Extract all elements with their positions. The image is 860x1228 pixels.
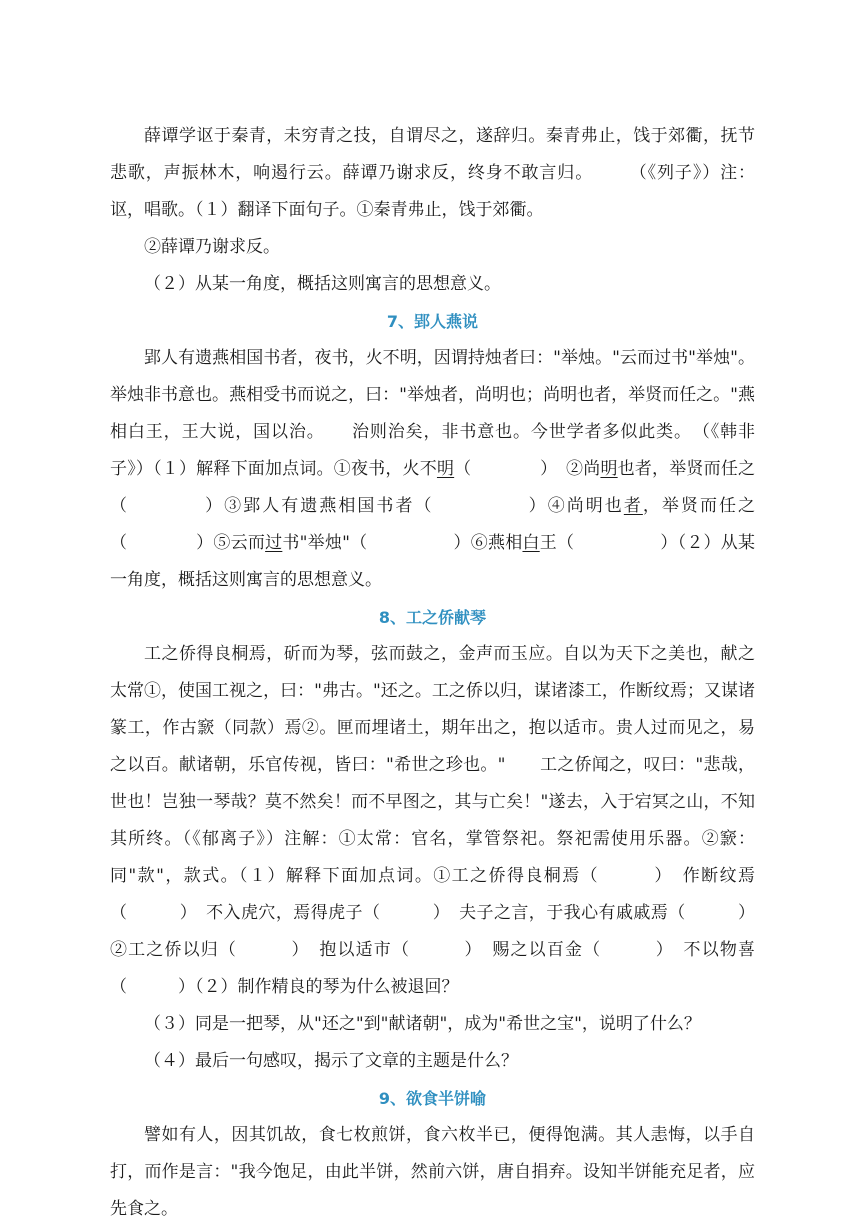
- annotated-word: 明: [600, 459, 618, 479]
- passage-6-text: 薛谭学讴于秦青，未穷青之技，自谓尽之，遂辞归。秦青弗止，饯于郊衢，抚节悲歌，声振林木，响遏行云。薛谭乃谢求反，终身不敢言归。 （《列子》）注：讴，唱歌。（１）翻译下面句子。①秦青弗止，饯于郊衢。: [110, 126, 755, 220]
- passage-7-text: [110, 340, 755, 599]
- passage-7-part-3: 也者，举贤而任之（ ）③郢人有遗燕相国书者（ ）④尚明也: [110, 459, 756, 516]
- passage-7-part-2: （ ） ②尚: [454, 459, 601, 479]
- annotated-word: 明: [436, 459, 455, 479]
- passage-9-text: 譬如有人，因其饥故，食七枚煎饼，食六枚半已，便得饱满。其人恚悔，以手自打，而作是言："我今饱足，由此半饼，然前六饼，唐自捐弃。设知半饼能充足者，应先食之。: [110, 1125, 755, 1219]
- section-9-title: 9、欲食半饼喻: [378, 1089, 487, 1108]
- passage-8-question-4: （４）最后一句感叹，揭示了文章的主题是什么？: [144, 1051, 518, 1071]
- passage-7-part-6: 王（ ）（２）从某一角度，概括这则寓言的思想意义。: [110, 533, 756, 590]
- passage-7-part-4: ，举贤而任之（ ）⑤云而: [110, 496, 756, 553]
- annotated-word: 白: [522, 533, 540, 553]
- passage-7-part-5: 书"举烛"（ ）⑥燕相: [282, 533, 523, 553]
- passage-6-question-2: （２）从某一角度，概括这则寓言的思想意义。: [144, 274, 501, 294]
- passage-8-question-3: （３）同是一把琴，从"还之"到"献诸朝"，成为"希世之宝"，说明了什么？: [144, 1014, 701, 1034]
- section-7-title: 7、郢人燕说: [386, 312, 479, 331]
- passage-6-question-1b: ②薛谭乃谢求反。: [144, 237, 280, 257]
- passage-8-text: 工之侨得良桐焉，斫而为琴，弦而鼓之，金声而玉应。自以为天下之美也，献之太常①，使国工视之，曰："弗古。"还之。工之侨以归，谋诸漆工，作断纹焉；又谋诸篆工，作古窾（同款）焉②。匣而埋诸土，期年出之，抱以适市。贵人过而见之，易之以百。献诸朝，乐官传视，皆曰："希世之珍也。" 工之侨闻之，叹曰："悲哉，世也！岂独一琴哉？莫不然矣！而不早图之，其与亡矣！"遂去，入于宕冥之山，不知其所终。（《郁离子》）注解：①太常：官名，掌管祭祀。祭祀需使用乐器。②窾：同"款"，款式。（１）解释下面加点词。①工之侨得良桐焉（ ） 作断纹焉（ ） 不入虎穴，焉得虎子（ ） 夫子之言，于我心有戚戚焉（ ）②工之侨以归（ ） 抱以适市（ ） 赐之以百金（ ） 不以物喜（ ）（２）制作精良的琴为什么被退回？: [110, 644, 755, 997]
- section-8-title: 8、工之侨献琴: [378, 608, 487, 627]
- passage-7-part-1: 郢人有遗燕相国书者，夜书，火不明，因谓持烛者曰："举烛。"云而过书"举烛"。举烛非书意也。燕相受书而说之，曰："举烛者，尚明也；尚明也者，举贤而任之。"燕相白王，王大说，国以治。 治则治矣，非书意也。今世学者多似此类。 （《韩非子》）（１）解释下面加点词。①夜书，火不: [110, 348, 755, 479]
- document-body: [110, 118, 755, 1228]
- annotated-word: 过: [265, 533, 283, 553]
- annotated-word: 者: [623, 496, 643, 516]
